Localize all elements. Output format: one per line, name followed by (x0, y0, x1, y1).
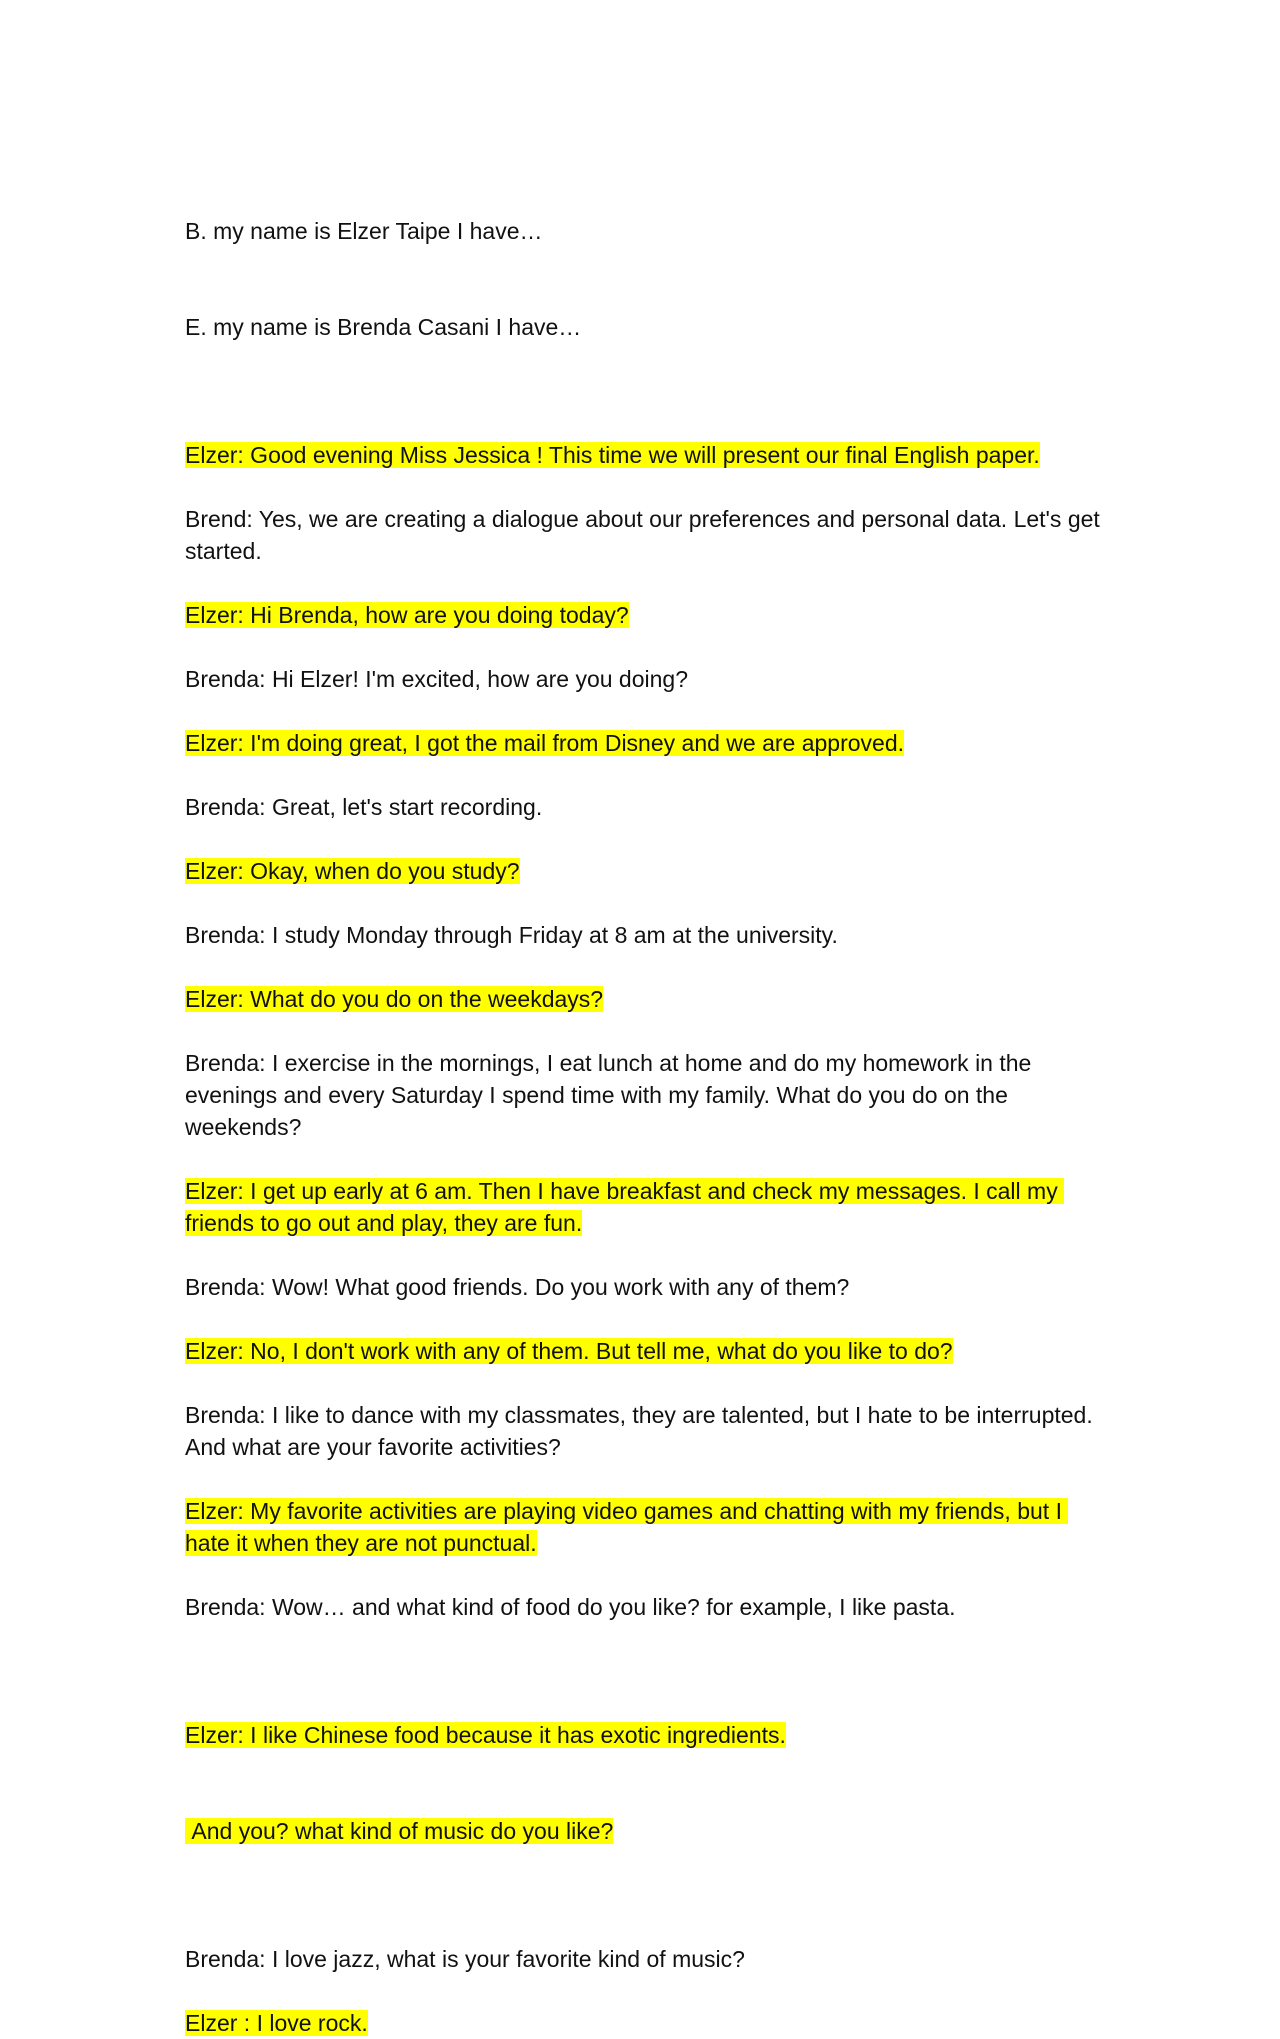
dialogue-line (185, 439, 1110, 471)
dialogue-line (185, 1591, 1110, 1623)
highlighted-text: Elzer: My favorite activities are playing video games and chatting with my friends, but I hate it when they are not punctual. (185, 1498, 1069, 1556)
dialogue-text: Brenda: I love jazz, what is your favorite kind of music? (185, 1946, 745, 1972)
intro-line: B. my name is Elzer Taipe I have… (185, 218, 543, 244)
highlighted-text: Elzer: Good evening Miss Jessica ! This time we will present our final English paper. (185, 442, 1040, 468)
dialogue-text: Brenda: I exercise in the mornings, I eat lunch at home and do my homework in the evenings and every Saturday I spend time with my family. What do you do on the weekends? (185, 1050, 1038, 1140)
highlighted-text: Elzer: No, I don't work with any of them. But tell me, what do you like to do? (185, 1338, 953, 1364)
dialogue-line (185, 663, 1110, 695)
dialogue-line (185, 791, 1110, 823)
dialogue-line (185, 1175, 1110, 1239)
dialogue-text: Brenda: Wow! What good friends. Do you work with any of them? (185, 1274, 850, 1300)
dialogue-text: Brenda: Great, let's start recording. (185, 794, 543, 820)
dialogue-line (185, 1335, 1110, 1367)
highlighted-text: And you? what kind of music do you like? (185, 1818, 614, 1844)
dialogue-text: Brenda: I study Monday through Friday at 8 am at the university. (185, 922, 838, 948)
dialogue-line (185, 727, 1110, 759)
dialogue-line (185, 919, 1110, 951)
dialogue-line (185, 1655, 1110, 1911)
highlighted-text: Elzer: Okay, when do you study? (185, 858, 520, 884)
dialogue-line (185, 503, 1110, 567)
highlighted-text: Elzer : I love rock. (185, 2010, 368, 2036)
dialogue-line (185, 1495, 1110, 1559)
dialogue-line (185, 1047, 1110, 1143)
dialogue-text: Brenda: Hi Elzer! I'm excited, how are you doing? (185, 666, 688, 692)
highlighted-text: Elzer: I like Chinese food because it has exotic ingredients. (185, 1722, 786, 1748)
intro-block (185, 151, 1110, 407)
highlighted-text: Elzer: I get up early at 6 am. Then I have breakfast and check my messages. I call my friends to go out and play, they are fun. (185, 1178, 1065, 1236)
highlighted-text: Elzer: Hi Brenda, how are you doing today? (185, 602, 629, 628)
highlighted-text: Elzer: What do you do on the weekdays? (185, 986, 604, 1012)
document-body (185, 151, 1110, 2039)
dialogue-line (185, 1271, 1110, 1303)
dialogue-line (185, 983, 1110, 1015)
dialogue-text: Brend: Yes, we are creating a dialogue about our preferences and personal data. Let's get started. (185, 506, 1107, 564)
highlighted-text: Elzer: I'm doing great, I got the mail from Disney and we are approved. (185, 730, 905, 756)
dialogue-text: Brenda: I like to dance with my classmates, they are talented, but I hate to be interrupted. And what are your favorite activities? (185, 1402, 1098, 1460)
intro-line: E. my name is Brenda Casani I have… (185, 314, 582, 340)
dialogue-line (185, 1399, 1110, 1463)
dialogue-line (185, 2007, 1110, 2039)
dialogue-text: Brenda: Wow… and what kind of food do you like? for example, I like pasta. (185, 1594, 956, 1620)
dialogue-line (185, 599, 1110, 631)
dialogue-line (185, 1943, 1110, 1975)
dialogue-line (185, 855, 1110, 887)
